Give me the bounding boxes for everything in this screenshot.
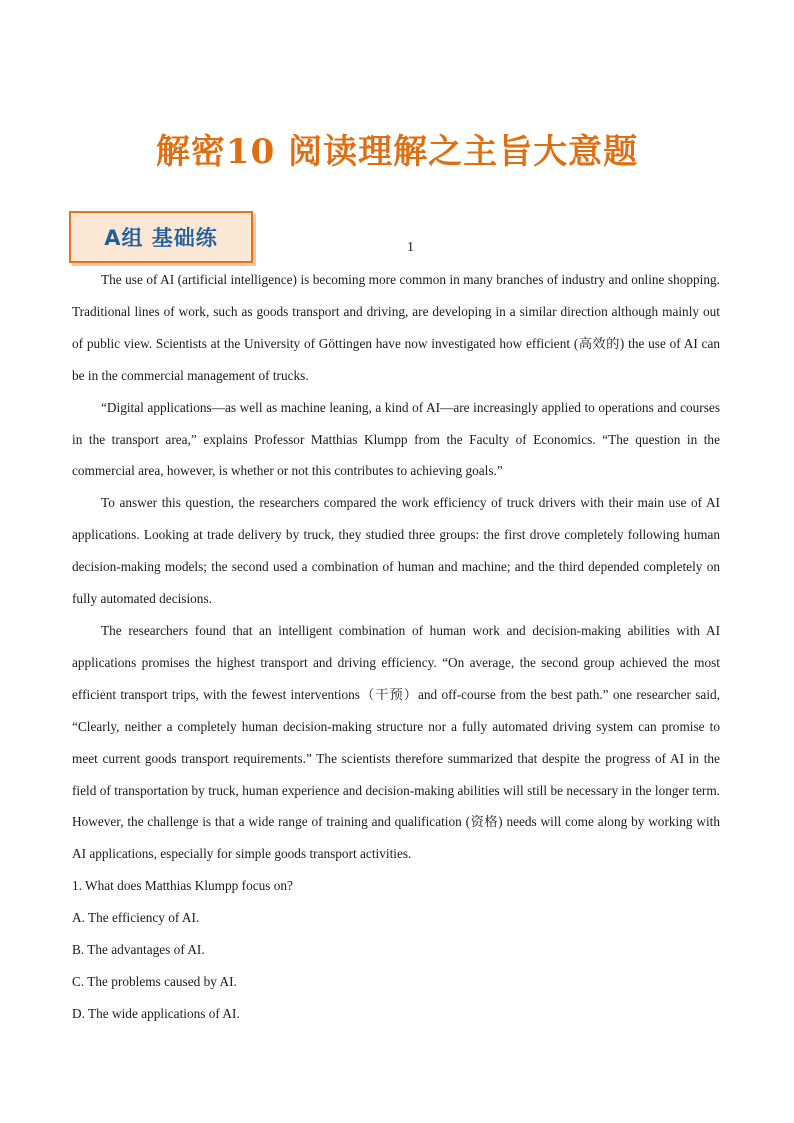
option-a: A. The efficiency of AI. xyxy=(72,910,200,926)
section-badge-label: A组 基础练 xyxy=(104,226,218,250)
option-c: C. The problems caused by AI. xyxy=(72,973,237,989)
question-stem: 1. What does Matthias Klumpp focus on? xyxy=(72,878,293,894)
paragraph: The use of AI (artificial intelligence) is becoming more common in many branches of industry and online shopping. Traditional lines of work, such as goods transport and driving, are developing in a similar direction although mainly out of public view. Scientists at the University of Göttingen have now investigated how efficient (高效的) the use of AI can be in the commercial management of trucks. xyxy=(72,272,720,383)
section-badge xyxy=(69,211,253,263)
option-b: B. The advantages of AI. xyxy=(72,942,205,958)
option-d: D. The wide applications of AI. xyxy=(72,1005,240,1021)
paragraph: To answer this question, the researchers compared the work efficiency of truck drivers with their main use of AI applications. Looking at trade delivery by truck, they studied three groups: the first drove completely following human decision-making models; the second used a combination of human and machine; and the third depended completely on fully automated decisions. xyxy=(72,495,720,607)
passage-body xyxy=(72,264,720,1030)
question-block xyxy=(72,870,720,1030)
paragraph: The researchers found that an intelligent combination of human work and decision-making abilities with AI applications promises the highest transport and driving efficiency. “On average, the second group achieved the most efficient transport trips, with the fewest interventions（干预）and off-course from the best path.” one researcher said, “Clearly, neither a completely human decision-making structure nor a fully automated driving system can promise to meet current goods transport requirements.” The scientists therefore summarized that despite the progress of AI in the field of transportation by truck, human experience and decision-making abilities will still be necessary in the longer term. However, the challenge is that a wide range of training and qualification (资格) needs will come along by working with AI applications, especially for simple goods transport activities. xyxy=(72,622,720,862)
page-title: 解密10 阅读理解之主旨大意题 xyxy=(155,132,639,172)
passage-number: 1 xyxy=(407,240,414,255)
paragraph: “Digital applications—as well as machine leaning, a kind of AI—are increasingly applied to operations and courses in the transport area,” explains Professor Matthias Klumpp from the Faculty of Economics. “The question in the commercial area, however, is whether or not this contributes to achieving goals.” xyxy=(72,399,720,479)
